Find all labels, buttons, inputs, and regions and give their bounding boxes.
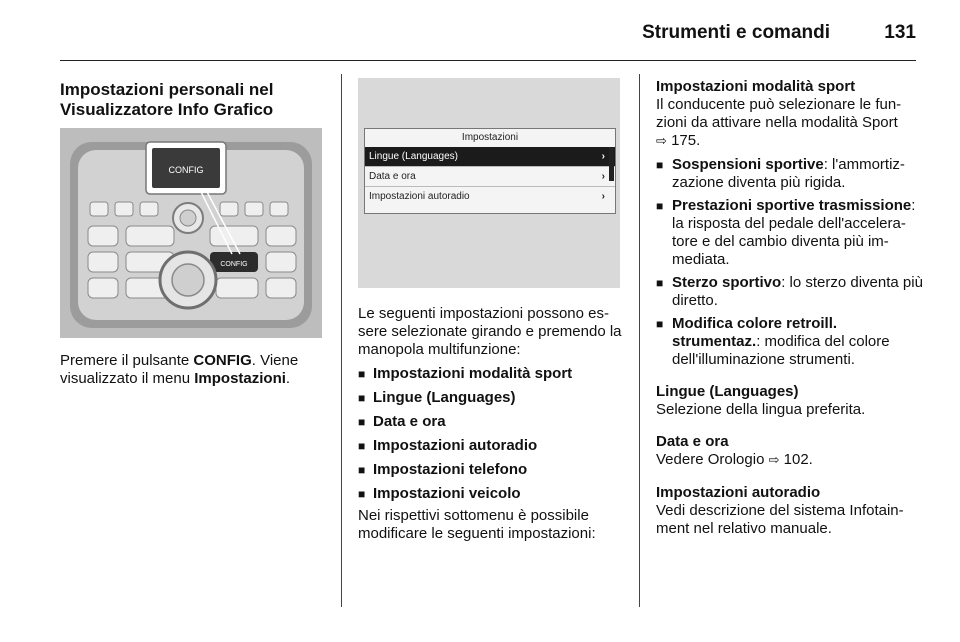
screen-row: Data e ora › [365,166,615,186]
list-item: ■ Prestazioni sportive trasmissione: la risposta del pedale dell'accelera-tore e del cambio diventa più im-mediata. [656,197,924,269]
impostazioni-keyword: Impostazioni [194,370,286,387]
section-heading: Impostazioni personali nel Visualizzatore Info Grafico [60,80,274,119]
header-title: Strumenti e comandi [642,22,830,43]
intro-paragraph: Le seguenti impostazioni possono es-sere selezionate girando e premendo la manopola multifunzione: [358,305,622,358]
svg-text:CONFIG: CONFIG [220,261,248,268]
column-divider-1 [341,74,342,607]
screen-row-selected: Lingue (Languages) › [365,147,615,166]
outro-paragraph: Nei rispettivi sottomenu è possibile modificare le seguenti impostazioni: [358,507,596,542]
list-item: ■ Data e ora [358,413,630,431]
page-ref-arrow-icon: ⇨ [656,134,667,149]
radio-heading: Impostazioni autoradio [656,484,821,501]
list-item: ■ Modifica colore retroill. strumentaz.: modifica del colore dell'illuminazione strumenti. [656,315,924,369]
lang-heading: Lingue (Languages) [656,383,799,400]
scrollbar [609,147,614,181]
sport-heading: Impostazioni modalità sport [656,78,856,95]
column-1 [60,80,325,120]
chevron-right-icon: › [601,151,605,162]
display-figure [358,78,620,288]
screen-title: Impostazioni [461,132,519,143]
page-number: 131 [884,22,916,43]
settings-screen [364,128,616,214]
list-item: ■ Sospensioni sportive: l'ammortiz-zazione diventa più rigida. [656,156,924,192]
config-keyword: CONFIG [193,352,252,369]
list-item: ■ Impostazioni telefono [358,461,630,479]
console-illustration [60,128,322,338]
column-2 [358,305,630,543]
list-item: ■ Impostazioni veicolo [358,485,630,503]
chevron-right-icon: › [601,191,605,202]
column-divider-2 [639,74,640,607]
screen-row: Impostazioni autoradio › [365,186,615,206]
column-3: Impostazioni modalità sport Il conducente può selezionare le fun-zioni da attivare nella modalità Sport ⇨ 175. ■ Sospensioni sportive: l'ammortiz-zazione diventa più rigida. ■ Prestazioni sportive trasmissione: la risposta del pedale dell'accelera-tore e del cambio diventa più im-mediata. ■ Sterzo sportivo: lo sterzo diventa più diretto. ■ Modifica colore retroill. strumentaz.: modifica del colore dell'illuminazione strumenti. Lingue (Languages) Selezione della lingua preferita. Data e ora Vedere Orologio ⇨ 102. Impostazioni autoradio Vedi descrizione del sistema Infotain-ment nel relativo manuale. [656,78,924,538]
svg-text:CONFIG: CONFIG [168,165,204,175]
list-item: ■ Impostazioni modalità sport [358,365,630,383]
page-header [60,8,916,61]
page-ref-arrow-icon: ⇨ [768,453,780,468]
console-photo [60,128,322,338]
list-item: ■ Impostazioni autoradio [358,437,630,455]
list-item: ■ Lingue (Languages) [358,389,630,407]
instruction-paragraph: Premere il pulsante CONFIG. Viene visualizzato il menu Impostazioni. [60,352,299,387]
chevron-right-icon: › [601,171,605,182]
date-heading: Data e ora [656,433,729,450]
list-item: ■ Sterzo sportivo: lo sterzo diventa più diretto. [656,274,924,310]
